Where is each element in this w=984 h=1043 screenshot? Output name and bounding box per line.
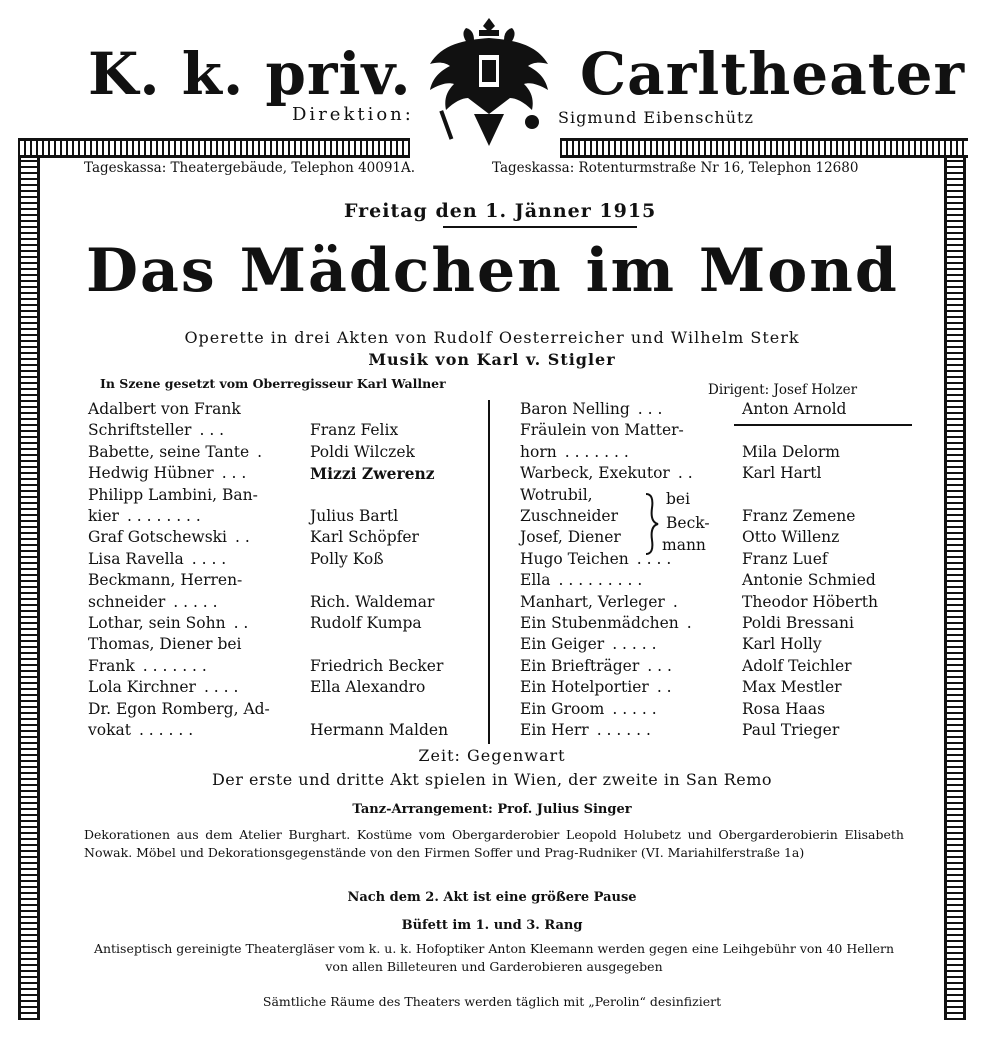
buefett-line: Büfett im 1. und 3. Rang bbox=[401, 918, 583, 933]
role-name: Zuschneider bbox=[520, 507, 618, 525]
cast-actor: Franz Luef bbox=[742, 550, 828, 568]
role-name: Lola Kirchner bbox=[88, 678, 196, 696]
cast-actor: Karl Hartl bbox=[742, 464, 822, 482]
cast-actor: Antonie Schmied bbox=[742, 571, 876, 589]
role-name: Josef, Diener bbox=[520, 528, 621, 546]
dekoration-paragraph: Dekorationen aus dem Atelier Burghart. Kostüme vom Obergarderobier Leopold Holubetz und Obergarderobierin Elisabeth Nowak. Möbel und Dekorationsgegenstände von den Firmen Soffer und Prag-Rudniker (VI. Mariahilferstraße 1a) bbox=[84, 827, 904, 860]
cast-role bbox=[88, 400, 249, 418]
cast-actor: Rudolf Kumpa bbox=[310, 614, 422, 632]
kassa-left: Tageskassa: Theatergebäude, Telephon 40091A. bbox=[84, 160, 416, 176]
header-left-text: K. k. priv. bbox=[88, 40, 412, 108]
role-dots: . . bbox=[233, 614, 249, 632]
role-name: Ein Herr bbox=[520, 721, 589, 739]
cast-actor: Paul Trieger bbox=[742, 721, 840, 739]
cast-role bbox=[88, 614, 248, 632]
cast-actor: Friedrich Becker bbox=[310, 657, 444, 675]
border-top-right bbox=[560, 138, 968, 158]
border-top-left bbox=[18, 138, 410, 158]
role-name: Ein Hotelportier bbox=[520, 678, 649, 696]
role-dots: . . . . . . . . . bbox=[558, 571, 643, 589]
direktion-label: Direktion: bbox=[292, 104, 414, 125]
cast-actor: Rich. Waldemar bbox=[310, 593, 435, 611]
cast-role bbox=[520, 400, 662, 418]
role-dots: . . . . . . bbox=[596, 721, 651, 739]
cast-actor: Adolf Teichler bbox=[742, 657, 852, 675]
role-name: Dr. Egon Romberg, Ad- bbox=[88, 700, 270, 718]
cast-role bbox=[88, 443, 262, 461]
cast-role bbox=[88, 635, 250, 653]
cast-role bbox=[88, 486, 266, 504]
cast-role bbox=[520, 421, 692, 439]
role-name: Philipp Lambini, Ban- bbox=[88, 486, 258, 504]
cast-actor: Mizzi Zwerenz bbox=[310, 464, 435, 483]
cast-role bbox=[520, 486, 601, 504]
role-dots: . . . bbox=[221, 464, 247, 482]
role-name: Frank bbox=[88, 657, 135, 675]
cast-role bbox=[520, 678, 672, 696]
role-dots: . . bbox=[656, 678, 672, 696]
cast-actor: Mila Delorm bbox=[742, 443, 840, 461]
role-dots: . bbox=[257, 443, 263, 461]
role-name: Ein Groom bbox=[520, 700, 605, 718]
role-dots: . . . . bbox=[203, 678, 239, 696]
cast-role bbox=[520, 464, 693, 482]
cast-role bbox=[88, 678, 238, 696]
cast-role bbox=[520, 700, 657, 718]
akt-line: Der erste und dritte Akt spielen in Wien, der zweite in San Remo bbox=[211, 770, 773, 789]
role-name: Manhart, Verleger bbox=[520, 593, 665, 611]
play-title: Das Mädchen im Mond bbox=[86, 236, 899, 306]
role-name: Babette, seine Tante bbox=[88, 443, 250, 461]
date-prefix: Freitag den bbox=[344, 200, 478, 222]
role-dots: . . bbox=[235, 528, 250, 546]
cast-actor: Poldi Bressani bbox=[742, 614, 854, 632]
regie-line: In Szene gesetzt vom Oberregisseur Karl Wallner bbox=[100, 376, 446, 391]
role-name: Adalbert von Frank bbox=[88, 400, 241, 418]
cast-actor: Rosa Haas bbox=[742, 700, 826, 718]
cast-role bbox=[88, 721, 193, 739]
theaterglaeser-paragraph: Antiseptisch gereinigte Theatergläser vom k. u. k. Hofoptiker Anton Kleemann werden gegen eine Leihgebühr von 40 Hellern von allen Billeteuren und Garderobieren ausgegeben bbox=[93, 941, 895, 974]
tanz-line: Tanz-Arrangement: Prof. Julius Singer bbox=[352, 802, 632, 817]
date-underline bbox=[443, 226, 637, 228]
performance-date bbox=[344, 200, 656, 222]
role-name: horn bbox=[520, 443, 557, 461]
cast-role bbox=[88, 421, 224, 439]
theater-name: Carltheater bbox=[580, 40, 966, 108]
role-name: Wotrubil, bbox=[520, 486, 593, 504]
role-dots: . . . . bbox=[191, 550, 227, 568]
cast-actor: Otto Willenz bbox=[742, 528, 840, 546]
role-dots: . . . bbox=[647, 657, 672, 675]
role-dots: . . . . . . bbox=[138, 721, 194, 739]
cast-actor: Hermann Malden bbox=[310, 721, 449, 739]
subtitle-music: Musik von Karl v. Stigler bbox=[368, 350, 616, 369]
role-dots: . . . . . bbox=[612, 635, 657, 653]
double-headed-eagle-icon bbox=[424, 14, 554, 150]
subtitle-authors: Operette in drei Akten von Rudolf Oesterreicher und Wilhelm Sterk bbox=[184, 328, 800, 347]
role-name: Baron Nelling bbox=[520, 400, 630, 418]
cast-role bbox=[520, 443, 629, 461]
role-name: kier bbox=[88, 507, 119, 525]
role-dots: . . . . . . . . bbox=[126, 507, 201, 525]
cast-actor: Polly Koß bbox=[310, 550, 384, 568]
cast-role bbox=[88, 550, 226, 568]
cast-role bbox=[88, 464, 246, 482]
cast-role bbox=[88, 528, 250, 546]
brace-beck: Beck- bbox=[666, 514, 710, 532]
cast-actor: Julius Bartl bbox=[310, 507, 399, 525]
dirigent-line: Dirigent: Josef Holzer bbox=[708, 382, 858, 398]
cast-actor: Poldi Wilczek bbox=[310, 443, 415, 461]
role-name: Schriftsteller bbox=[88, 421, 192, 439]
anton-underline bbox=[734, 424, 912, 426]
direktion-name: Sigmund Eibenschütz bbox=[558, 108, 754, 127]
role-name: vokat bbox=[88, 721, 131, 739]
brace-icon bbox=[644, 492, 660, 556]
date-value: 1. Jänner 1915 bbox=[485, 200, 657, 222]
role-dots: . . . bbox=[199, 421, 225, 439]
brace-bei: bei bbox=[666, 490, 691, 508]
role-dots: . bbox=[686, 614, 692, 632]
role-dots: . . bbox=[677, 464, 693, 482]
cast-actor: Ella Alexandro bbox=[310, 678, 426, 696]
role-dots: . . . . . . . bbox=[142, 657, 207, 675]
desinfektion-line: Sämtliche Räume des Theaters werden täglich mit „Perolin“ desinfiziert bbox=[262, 994, 722, 1009]
role-name: Hugo Teichen bbox=[520, 550, 629, 568]
cast-actor: Karl Schöpfer bbox=[310, 528, 419, 546]
pause-line: Nach dem 2. Akt ist eine größere Pause bbox=[347, 890, 637, 905]
cast-role bbox=[88, 700, 278, 718]
cast-role bbox=[520, 614, 692, 632]
role-name: Lothar, sein Sohn bbox=[88, 614, 226, 632]
cast-role bbox=[520, 635, 657, 653]
cast-actor: Franz Zemene bbox=[742, 507, 856, 525]
role-name: Lisa Ravella bbox=[88, 550, 184, 568]
role-name: Thomas, Diener bei bbox=[88, 635, 242, 653]
cast-role bbox=[88, 507, 201, 525]
role-name: Warbeck, Exekutor bbox=[520, 464, 670, 482]
cast-role bbox=[88, 593, 218, 611]
role-dots: . . . bbox=[637, 400, 663, 418]
cast-role bbox=[520, 657, 672, 675]
cast-role bbox=[88, 571, 250, 589]
cast-actor: Franz Felix bbox=[310, 421, 399, 439]
role-dots: . . . . . bbox=[173, 593, 218, 611]
cast-role bbox=[88, 657, 207, 675]
role-name: schneider bbox=[88, 593, 166, 611]
zeit-line: Zeit: Gegenwart bbox=[418, 746, 566, 765]
brace-mann: mann bbox=[662, 536, 706, 554]
role-name: Ella bbox=[520, 571, 551, 589]
role-name: Ein Briefträger bbox=[520, 657, 640, 675]
cast-actor: Anton Arnold bbox=[742, 400, 847, 418]
cast-role bbox=[520, 507, 626, 525]
cast-actor: Karl Holly bbox=[742, 635, 822, 653]
role-dots: . . . . . . . bbox=[564, 443, 629, 461]
cast-actor: Theodor Höberth bbox=[742, 593, 878, 611]
role-dots: . bbox=[672, 593, 678, 611]
role-name: Graf Gotschewski bbox=[88, 528, 228, 546]
role-name: Ein Geiger bbox=[520, 635, 605, 653]
role-dots: . . . . . bbox=[612, 700, 657, 718]
column-divider bbox=[488, 400, 490, 744]
role-name: Beckmann, Herren- bbox=[88, 571, 243, 589]
cast-role bbox=[520, 721, 651, 739]
cast-role bbox=[520, 528, 629, 546]
role-dots: . . . . bbox=[636, 550, 672, 568]
role-name: Ein Stubenmädchen bbox=[520, 614, 679, 632]
role-name: Fräulein von Matter- bbox=[520, 421, 684, 439]
kassa-right: Tageskassa: Rotenturmstraße Nr 16, Telephon 12680 bbox=[492, 160, 859, 176]
cast-role bbox=[520, 571, 642, 589]
cast-role bbox=[520, 593, 678, 611]
role-name: Hedwig Hübner bbox=[88, 464, 214, 482]
cast-actor: Max Mestler bbox=[742, 678, 842, 696]
